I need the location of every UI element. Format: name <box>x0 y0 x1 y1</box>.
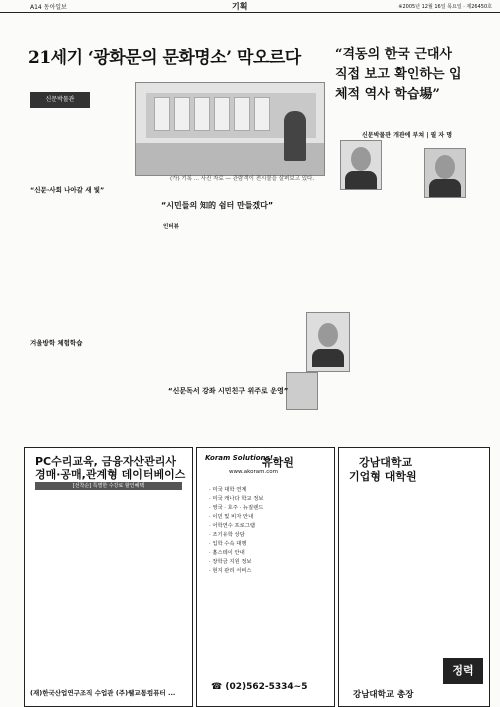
ad3-bottom: 강남대학교 총장 <box>353 690 414 700</box>
ad2-list-item: · 어학연수 프로그램 <box>209 523 255 529</box>
ad2-brand-korean: 유학원 <box>262 456 294 469</box>
page-number: A14 동아일보 <box>30 4 67 11</box>
museum-logo: 신문박물관 <box>30 92 90 108</box>
ad1-line1: PC수리교육, 금융자산관리사 <box>35 455 177 468</box>
ad2-list <box>209 486 324 576</box>
center-article-title: “시민들의 知的 쉼터 만들겠다” <box>161 201 274 210</box>
ad1-footer: (재)한국산업연구조직 수업관 (주)웰교통컴퓨터 ... <box>30 689 176 697</box>
center-quote-2: “신문독서 강좌 시민친구 위주로 운영” <box>168 387 289 395</box>
ad3-title-2: 기업형 대학원 <box>349 470 417 483</box>
ad2-list-item: · 장학금 지원 정보 <box>209 559 252 565</box>
center-article-byline: 인터뷰 <box>163 224 179 230</box>
ad2-list-item: · 영국 · 호주 · 뉴질랜드 <box>209 505 264 511</box>
ad2-list-item: · 조기유학 상담 <box>209 532 245 538</box>
ad2-phone: ☎ (02)562-5334~5 <box>211 682 308 692</box>
ad-gangnam-university <box>338 447 490 707</box>
main-headline: 21세기 ‘광화문의 문화명소’ 막오르다 <box>28 48 301 68</box>
page-header <box>0 0 500 13</box>
ad2-url: www.akoram.com <box>229 469 278 475</box>
ad2-list-item: · 현지 관리 서비스 <box>209 568 252 574</box>
ad1-band: [선착순] 특별한 수강료 할인혜택 <box>35 482 182 490</box>
ad1-line2: 경매·공매,관계형 데이터베이스 <box>35 468 186 481</box>
right-feature-byline: 신문박물관 개관에 부쳐 | 필 자 명 <box>362 132 453 139</box>
right-feature-quote: “격동의 한국 근대사 직접 보고 확인하는 입체적 역사 학습場” <box>335 47 462 103</box>
ad2-list-item: · 입학 수속 대행 <box>209 541 247 547</box>
ad2-list-item: · 홈스테이 안내 <box>209 550 245 556</box>
photo-caption: (가) 기록 ... 사진 자료 — 관람객이 전시물을 살펴보고 있다. <box>170 176 315 182</box>
columnist-photo-2 <box>424 148 466 198</box>
left-article-title-2: 겨울방학 체험학습 <box>30 339 83 347</box>
museum-photo <box>135 82 325 176</box>
columnist-photo-1 <box>340 140 382 190</box>
ad2-list-item: · 미국 대학 연계 <box>209 487 247 493</box>
ad-study-abroad <box>196 447 335 707</box>
section-label: 기획 <box>232 2 248 11</box>
ad3-box: 정력 <box>443 658 483 684</box>
issue-meta: ※2005년 12월 16일 목요일 · 제26450호 <box>398 4 492 10</box>
left-article-title-1: “신문·사회 나아갈 새 빛” <box>30 186 105 194</box>
ad2-list-item: · 이민 및 비자 안내 <box>209 514 254 520</box>
ad2-brand: Koram Solutions! <box>205 454 273 462</box>
interview-photo <box>306 312 350 372</box>
ad3-title-1: 강남대학교 <box>359 456 413 469</box>
ad-pc-repair-education <box>24 447 193 707</box>
left-article-lead <box>28 115 88 183</box>
ad2-list-item: · 미국 캐나다 학교 정보 <box>209 496 264 502</box>
